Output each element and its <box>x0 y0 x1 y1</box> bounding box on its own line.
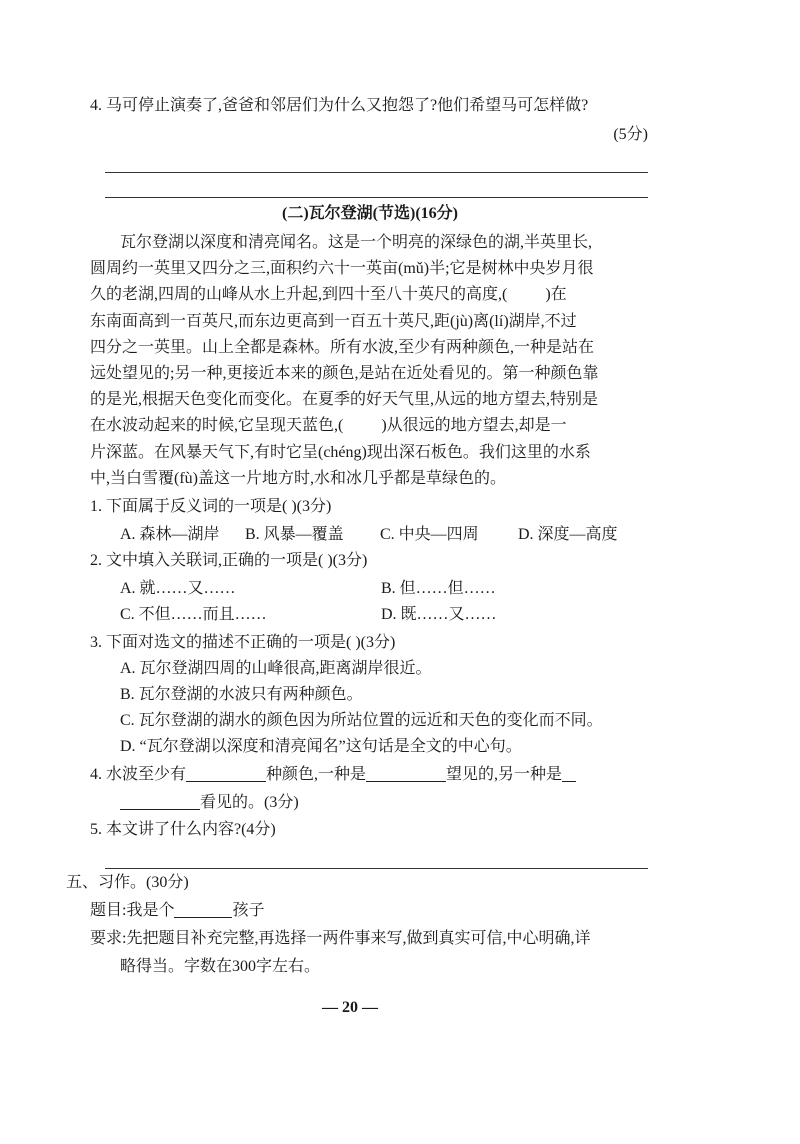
passage-line <box>120 233 592 253</box>
q1-option-c: C. 中央—四周 <box>380 526 479 543</box>
text-segment: 四分之一英里。山上全都是森林。所有水波,至少有两种颜色,一种是站在 <box>90 338 595 356</box>
passage-line <box>90 285 567 305</box>
q2-option-c: C. 不但……而且…… <box>120 606 267 623</box>
passage-line <box>90 364 598 384</box>
text-segment: )从很远的地方望去,却是一 <box>381 417 567 435</box>
topic-blank <box>174 901 232 918</box>
topic-prefix: 题目:我是个 <box>90 902 175 919</box>
section5-heading: 五、习作。(30分) <box>66 874 189 891</box>
text-segment: 4. 水波至少有 <box>90 766 187 783</box>
q2-option-b: B. 但……但…… <box>381 580 496 597</box>
text-segment: 远处望见的;另一种,更接近本来的颜色,是站在近处看见的。第一种颜色靠 <box>90 365 599 382</box>
q1-option-b: B. 风暴—覆盖 <box>245 526 344 543</box>
text-segment: 的是光,根据天色变化而变化。在夏季的好天气里,从远的地方望去,特别是 <box>90 391 599 409</box>
q1-stem: 1. 下面属于反义词的一项是( )(3分) <box>90 498 332 515</box>
q4-line-2 <box>120 793 299 813</box>
passage-line <box>90 469 506 489</box>
text-segment: 看见的。(3分) <box>200 794 299 811</box>
text-segment: 瓦尔登湖以深度和清亮闻名。这是一个明亮的深绿色的湖,半英里长, <box>120 234 593 251</box>
text-segment: 中,当白雪覆(fù)盖这一片地方时,水和冰几乎都是草绿色的。 <box>90 469 506 487</box>
passage-line <box>90 390 598 410</box>
passage-line <box>90 416 567 436</box>
answer-line <box>105 868 648 869</box>
text-segment: 久的老湖,四周的山峰从水上升起,到四十至八十英尺的高度,( <box>90 286 508 304</box>
q2-stem: 2. 文中填入关联词,正确的一项是( )(3分) <box>90 552 368 569</box>
q4-prev-score: (5分) <box>613 126 648 143</box>
q2-option-a: A. 就……又…… <box>120 580 236 597</box>
fill-blank <box>562 765 576 782</box>
page-number: — 20 — <box>322 999 378 1016</box>
text-segment: 种颜色,一种是 <box>266 766 367 783</box>
text-segment: 东南面高到一百英尺,而东边更高到一百五十英尺,距(jù)离(lí)湖岸,不过 <box>90 312 577 330</box>
composition-requirement-line-1: 要求:先把题目补充完整,再选择一两件事来写,做到真实可信,中心明确,详 <box>90 930 591 947</box>
q3-stem: 3. 下面对选文的描述不正确的一项是( )(3分) <box>90 634 396 651</box>
passage-line <box>90 338 594 358</box>
q1-option-d: D. 深度—高度 <box>518 526 618 543</box>
fill-blank <box>366 765 446 782</box>
q5-stem: 5. 本文讲了什么内容?(4分) <box>90 821 276 838</box>
composition-requirement-line-2: 略得当。字数在300字左右。 <box>120 958 321 975</box>
q3-option-b: B. 瓦尔登湖的水波只有两种颜色。 <box>120 686 363 703</box>
q4-prev-question: 4. 马可停止演奏了,爸爸和邻居们为什么又抱怨了?他们希望马可怎样做? <box>90 97 589 114</box>
composition-topic <box>90 901 264 921</box>
q3-option-a: A. 瓦尔登湖四周的山峰很高,距离湖岸很近。 <box>120 660 432 677</box>
topic-suffix: 孩子 <box>232 902 265 919</box>
fill-blank <box>120 793 200 810</box>
q2-option-d: D. 既……又…… <box>381 606 497 623</box>
text-segment: 望见的,另一种是 <box>446 766 563 783</box>
answer-line <box>105 172 648 173</box>
answer-line <box>105 197 648 198</box>
text-segment: 圆周约一英里又四分之三,面积约六十一英亩(mǔ)半;它是树林中央岁月很 <box>90 260 594 278</box>
passage-line <box>90 443 591 463</box>
text-segment: )在 <box>545 286 567 304</box>
section-title: (二)瓦尔登湖(节选)(16分) <box>282 205 458 222</box>
q3-option-c: C. 瓦尔登湖的湖水的颜色因为所站位置的远近和天色的变化而不同。 <box>120 712 603 729</box>
q4-line-1 <box>90 765 576 785</box>
fill-blank <box>186 765 266 782</box>
text-segment: 在水波动起来的时候,它呈现天蓝色,( <box>90 417 344 435</box>
passage-line <box>90 312 577 332</box>
text-segment: 片深蓝。在风暴天气下,有时它呈(chéng)现出深石板色。我们这里的水系 <box>90 443 591 461</box>
q1-option-a: A. 森林—湖岸 <box>120 526 220 543</box>
q3-option-d: D. “瓦尔登湖以深度和清亮闻名”这句话是全文的中心句。 <box>120 738 522 755</box>
passage-line <box>90 259 594 279</box>
